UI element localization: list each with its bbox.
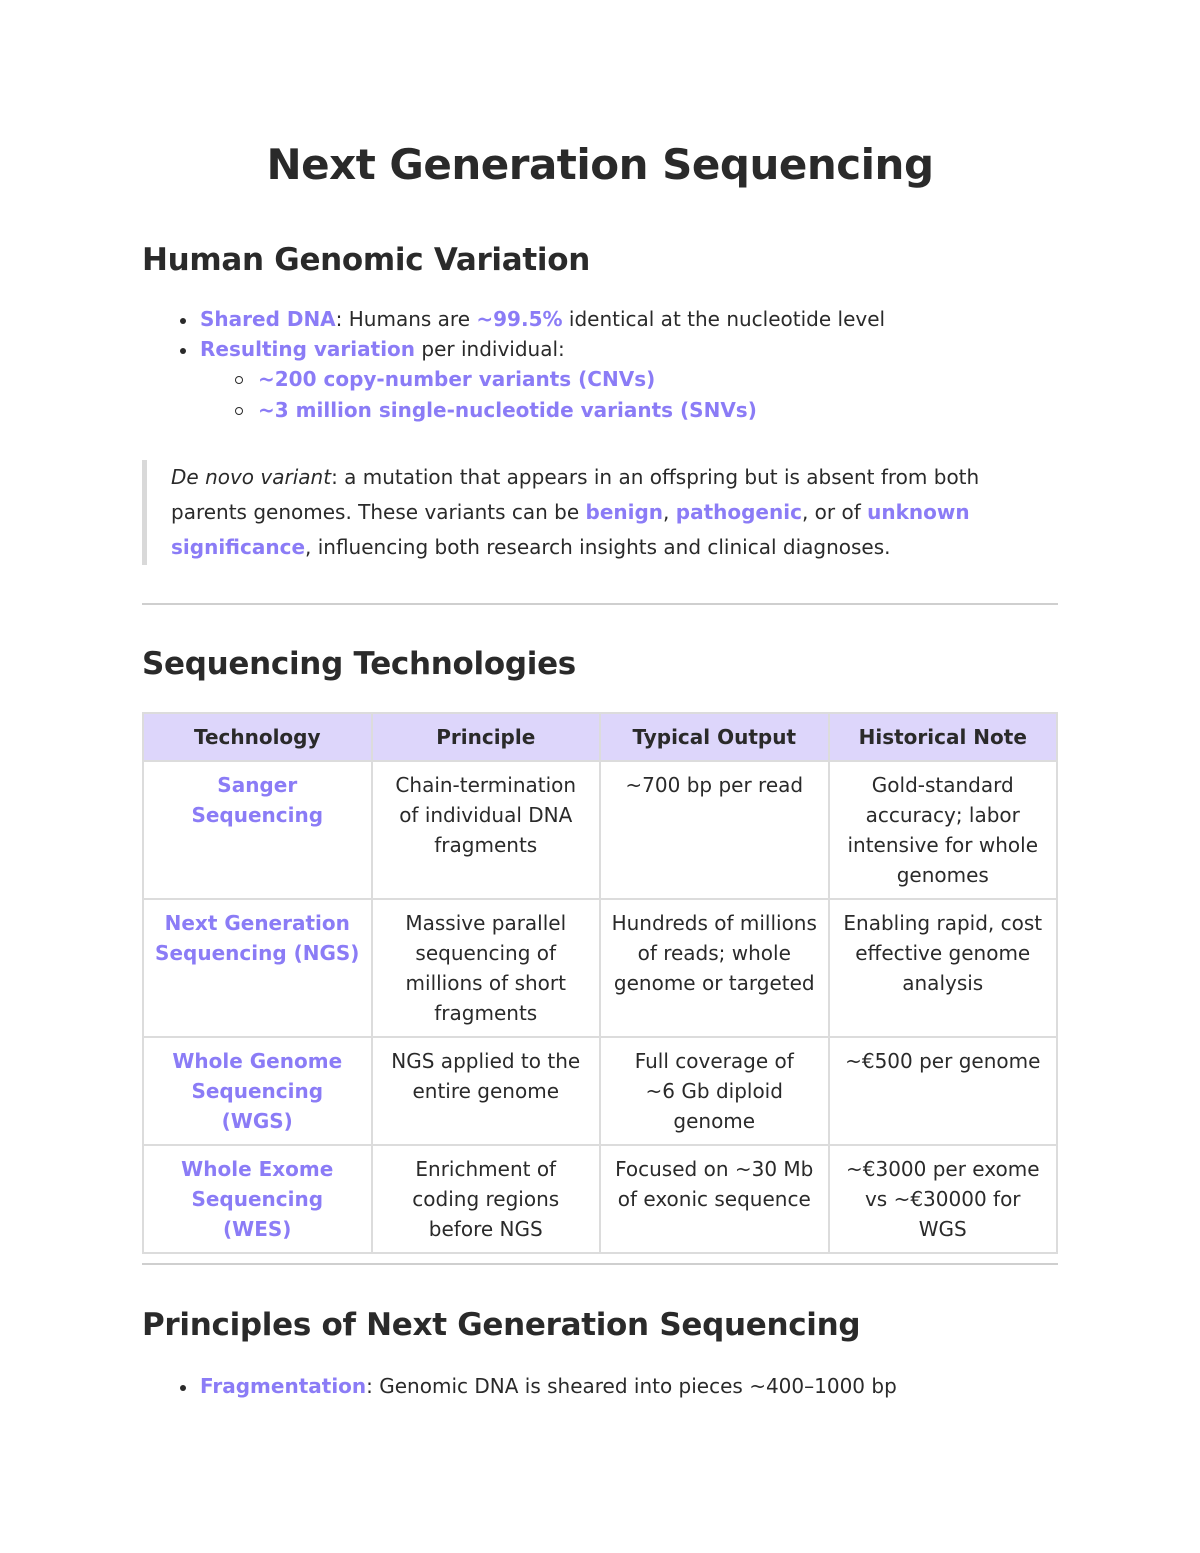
divider — [142, 603, 1058, 605]
table-cell-technology: Sanger Sequencing — [143, 761, 372, 899]
table-cell-note: ~€500 per genome — [829, 1037, 1058, 1145]
term-pathogenic: pathogenic — [675, 500, 802, 524]
term-shared-dna: Shared DNA — [200, 307, 336, 331]
list-item-snv — [200, 395, 1058, 426]
section-heading-sequencing-technologies: Sequencing Technologies — [142, 646, 576, 682]
bullet-text: : Humans are — [335, 307, 477, 331]
table-cell-output: ~700 bp per read — [600, 761, 829, 899]
list-item-shared-dna — [142, 304, 1058, 334]
table-cell-principle: Enrichment of coding regions before NGS — [372, 1145, 601, 1253]
table-row — [143, 1145, 1057, 1253]
column-header: Principle — [372, 713, 601, 761]
table-cell-output: Full coverage of ~6 Gb diploid genome — [600, 1037, 829, 1145]
list-item-fragmentation — [142, 1371, 1058, 1401]
table-cell-technology: Whole Exome Sequencing (WES) — [143, 1145, 372, 1253]
column-header: Technology — [143, 713, 372, 761]
principles-list — [142, 1371, 1058, 1401]
table-cell-note: ~€3000 per exome vs ~€30000 for WGS — [829, 1145, 1058, 1253]
bullet-text: per individual: — [415, 337, 565, 361]
bullet-text: : Genomic DNA is sheared into pieces ~400–1000 bp — [366, 1374, 897, 1398]
page-title: Next Generation Sequencing — [266, 140, 934, 189]
variation-list — [142, 304, 1058, 426]
variant-sublist — [200, 364, 1058, 426]
table-cell-principle: Massive parallel sequencing of millions of short fragments — [372, 899, 601, 1037]
term-de-novo: De novo variant — [171, 465, 332, 489]
callout-text: , or of — [801, 500, 868, 524]
bullet-text: identical at the nucleotide level — [562, 307, 886, 331]
term-fragmentation: Fragmentation — [200, 1374, 367, 1398]
table-cell-output: Hundreds of millions of reads; whole genome or targeted — [600, 899, 829, 1037]
table-cell-note: Gold-standard accuracy; labor intensive for whole genomes — [829, 761, 1058, 899]
table-cell-principle: Chain-termination of individual DNA fragments — [372, 761, 601, 899]
value-identity: ~99.5% — [476, 307, 563, 331]
de-novo-callout — [142, 460, 1051, 565]
list-item-cnv — [200, 364, 1058, 395]
snv-text: ~3 million single-nucleotide variants (SNVs) — [258, 398, 757, 422]
term-resulting-variation: Resulting variation — [200, 337, 416, 361]
table-cell-note: Enabling rapid, cost effective genome analysis — [829, 899, 1058, 1037]
callout-text: : a mutation that appears in an offspring but is absent from both parents genomes. These variants can be — [171, 465, 980, 524]
table-row — [143, 761, 1057, 899]
table-row — [143, 1037, 1057, 1145]
table-header-row — [143, 713, 1057, 761]
term-benign: benign — [585, 500, 664, 524]
list-item-resulting-variation — [142, 334, 1058, 426]
table-row — [143, 899, 1057, 1037]
column-header: Typical Output — [600, 713, 829, 761]
term-unknown-significance: unknown significance — [171, 500, 970, 559]
column-header: Historical Note — [829, 713, 1058, 761]
cnv-text: ~200 copy-number variants (CNVs) — [258, 367, 656, 391]
callout-text: , — [663, 500, 676, 524]
table-cell-principle: NGS applied to the entire genome — [372, 1037, 601, 1145]
section-heading-ngs-principles: Principles of Next Generation Sequencing — [142, 1307, 861, 1343]
table-cell-technology: Next Generation Sequencing (NGS) — [143, 899, 372, 1037]
section-heading-genomic-variation: Human Genomic Variation — [142, 242, 590, 278]
divider — [142, 1263, 1058, 1265]
callout-text: , influencing both research insights and clinical diagnoses. — [305, 535, 891, 559]
technologies-table — [142, 712, 1058, 1254]
table-cell-technology: Whole Genome Sequencing (WGS) — [143, 1037, 372, 1145]
table-cell-output: Focused on ~30 Mb of exonic sequence — [600, 1145, 829, 1253]
